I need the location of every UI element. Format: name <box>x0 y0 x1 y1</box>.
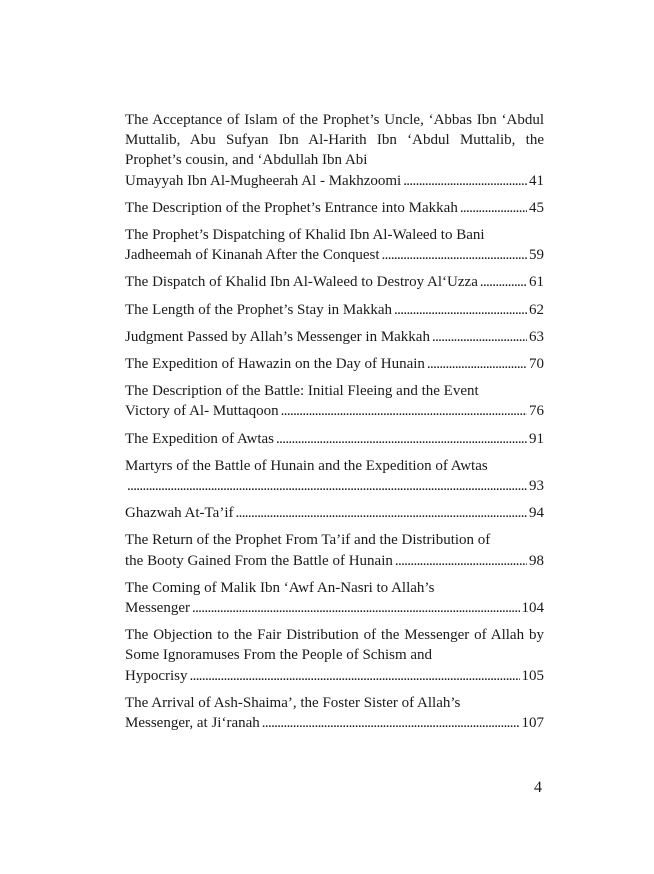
toc-page-number: 63 <box>529 328 544 345</box>
toc-entry-title-end: Messenger <box>125 600 190 617</box>
dot-leader <box>394 300 527 320</box>
toc-entry-line <box>125 198 544 218</box>
toc-entry[interactable] <box>125 272 544 292</box>
toc-entry-title: Ghazwah At-Ta’if <box>125 505 234 522</box>
toc-entry-line <box>125 666 544 686</box>
toc-entry[interactable] <box>125 578 544 618</box>
toc-entry-line <box>125 476 544 496</box>
toc-entry-title: The Coming of Malik Ibn ‘Awf An-Nasri to Allah’s <box>125 579 435 596</box>
dot-leader <box>127 476 527 496</box>
toc-entry[interactable] <box>125 354 544 374</box>
toc-entry-title-end: Messenger, at Ji‘ranah <box>125 715 260 732</box>
toc-entry-line <box>125 713 544 733</box>
dot-leader <box>281 401 527 421</box>
toc-entry-line <box>125 272 544 292</box>
toc-entry-line <box>125 551 544 571</box>
toc-entry[interactable] <box>125 300 544 320</box>
dot-leader <box>427 354 527 374</box>
toc-entry[interactable] <box>125 225 544 265</box>
dot-leader <box>460 198 527 218</box>
toc-entry[interactable] <box>125 693 544 733</box>
toc-page-number: 91 <box>529 430 544 447</box>
toc-entry-title: The Expedition of Hawazin on the Day of Hunain <box>125 356 425 373</box>
toc-page-number: 93 <box>529 478 544 495</box>
toc-entry-title: The Return of the Prophet From Ta’if and the Distribution of <box>125 532 491 549</box>
dot-leader <box>395 551 527 571</box>
toc-entry[interactable] <box>125 456 544 496</box>
toc-page-number: 104 <box>521 600 544 617</box>
dot-leader <box>432 327 527 347</box>
toc-entry[interactable] <box>125 503 544 523</box>
toc-page-number: 45 <box>529 199 544 216</box>
toc-entry[interactable] <box>125 381 544 421</box>
toc-entry-line <box>125 300 544 320</box>
dot-leader <box>236 503 528 523</box>
toc-page-number: 70 <box>529 356 544 373</box>
toc-page-number: 76 <box>529 403 544 420</box>
toc-entry-line <box>125 245 544 265</box>
dot-leader <box>480 272 527 292</box>
toc-entry-line <box>125 429 544 449</box>
toc-entry-title: Judgment Passed by Allah’s Messenger in Makkah <box>125 328 430 345</box>
toc-entry-title: The Acceptance of Islam of the Prophet’s Uncle, ‘Abbas Ibn ‘Abdul Muttalib, Abu Sufyan Ibn Al-Harith Ibn ‘Abdul Muttalib, the Prophet’s cousin, and ‘Abdullah Ibn Abi <box>125 112 544 169</box>
dot-leader <box>276 429 527 449</box>
toc-entry-title-end: Victory of Al- Muttaqoon <box>125 403 279 420</box>
dot-leader <box>192 598 520 618</box>
toc-entry-title: The Description of the Prophet’s Entrance into Makkah <box>125 199 458 216</box>
toc-page-number: 59 <box>529 247 544 264</box>
toc-page-number: 107 <box>521 715 544 732</box>
toc-entry-line <box>125 598 544 618</box>
toc-page-number: 41 <box>529 172 544 189</box>
toc-entry-title-end: Hypocrisy <box>125 667 188 684</box>
toc-entry-line <box>125 503 544 523</box>
toc-entry[interactable] <box>125 429 544 449</box>
toc-entry[interactable] <box>125 110 544 191</box>
toc-page-number: 98 <box>529 552 544 569</box>
toc-entry-line <box>125 401 544 421</box>
toc-entry-title: The Prophet’s Dispatching of Khalid Ibn Al-Waleed to Bani <box>125 227 485 244</box>
toc-page-number: 62 <box>529 301 544 318</box>
toc-entry-line <box>125 327 544 347</box>
toc-entry[interactable] <box>125 327 544 347</box>
toc-entry-title: The Expedition of Awtas <box>125 430 275 447</box>
dot-leader <box>382 245 527 265</box>
toc-entry[interactable] <box>125 625 544 686</box>
page-number: 4 <box>534 779 542 796</box>
toc-entry-title-end: Umayyah Ibn Al-Mugheerah Al - Makhzoomi <box>125 172 402 189</box>
toc-entry-title: Martyrs of the Battle of Hunain and the Expedition of Awtas <box>125 457 488 474</box>
toc-page-number: 105 <box>521 667 544 684</box>
toc-entry-title-end: the Booty Gained From the Battle of Hunain <box>125 552 393 569</box>
toc-page-number: 61 <box>529 274 544 291</box>
toc-entry[interactable] <box>125 530 544 570</box>
toc-entry-title: The Description of the Battle: Initial Fleeing and the Event <box>125 383 479 400</box>
toc-entry-line <box>125 171 544 191</box>
dot-leader <box>262 713 520 733</box>
dot-leader <box>190 666 520 686</box>
toc-entry-title: The Length of the Prophet’s Stay in Makkah <box>125 301 393 318</box>
toc-page-number: 94 <box>529 505 544 522</box>
toc-entry-title-end: Jadheemah of Kinanah After the Conquest <box>125 247 380 264</box>
toc-entry[interactable] <box>125 198 544 218</box>
dot-leader <box>403 171 527 191</box>
toc-entry-title: The Objection to the Fair Distribution of the Messenger of Allah by Some Ignoramuses From the People of Schism and <box>125 627 544 664</box>
toc-entry-line <box>125 354 544 374</box>
toc-entry-title: The Dispatch of Khalid Ibn Al-Waleed to Destroy Al‘Uzza <box>125 274 478 291</box>
toc-entry-title: The Arrival of Ash-Shaima’, the Foster Sister of Allah’s <box>125 694 461 711</box>
table-of-contents <box>125 110 544 740</box>
